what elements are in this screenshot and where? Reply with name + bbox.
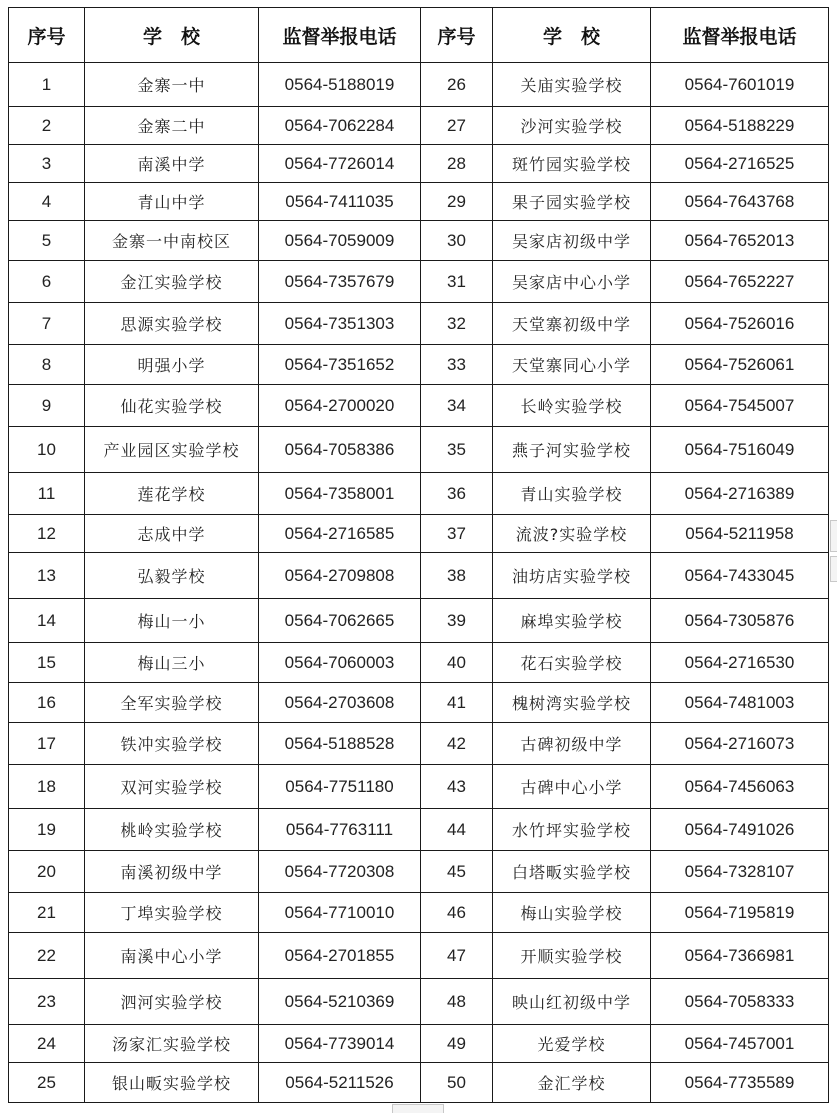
table-row: [9, 1025, 829, 1063]
report-phone: 0564-7643768: [651, 183, 829, 221]
header-school-left: 学 校: [85, 8, 259, 63]
header-seq-left: 序号: [9, 8, 85, 63]
school-name: 金寨一中南校区: [85, 221, 259, 261]
row-number: 33: [421, 345, 493, 385]
report-phone: 0564-7060003: [259, 643, 421, 683]
school-name: 桃岭实验学校: [85, 809, 259, 851]
school-name: 全军实验学校: [85, 683, 259, 723]
report-phone: 0564-7062284: [259, 107, 421, 145]
report-phone: 0564-5211526: [259, 1063, 421, 1103]
report-phone: 0564-7328107: [651, 851, 829, 893]
report-phone: 0564-7720308: [259, 851, 421, 893]
report-phone: 0564-7305876: [651, 599, 829, 643]
row-number: 13: [9, 553, 85, 599]
school-name: 沙河实验学校: [493, 107, 651, 145]
report-phone: 0564-7195819: [651, 893, 829, 933]
report-phone: 0564-2716389: [651, 473, 829, 515]
report-phone: 0564-2716530: [651, 643, 829, 683]
school-name: 关庙实验学校: [493, 63, 651, 107]
school-name: 槐树湾实验学校: [493, 683, 651, 723]
report-phone: 0564-5188229: [651, 107, 829, 145]
report-phone: 0564-7062665: [259, 599, 421, 643]
school-name: 开顺实验学校: [493, 933, 651, 979]
scroll-tab-top[interactable]: [830, 520, 837, 552]
report-phone: 0564-7433045: [651, 553, 829, 599]
school-name: 志成中学: [85, 515, 259, 553]
report-phone: 0564-7545007: [651, 385, 829, 427]
report-phone: 0564-7751180: [259, 765, 421, 809]
report-phone: 0564-7358001: [259, 473, 421, 515]
row-number: 16: [9, 683, 85, 723]
school-name: 果子园实验学校: [493, 183, 651, 221]
school-name: 燕子河实验学校: [493, 427, 651, 473]
row-number: 3: [9, 145, 85, 183]
report-phone: 0564-7457001: [651, 1025, 829, 1063]
school-name: 金寨一中: [85, 63, 259, 107]
row-number: 37: [421, 515, 493, 553]
row-number: 7: [9, 303, 85, 345]
row-number: 17: [9, 723, 85, 765]
school-name: 梅山一小: [85, 599, 259, 643]
row-number: 35: [421, 427, 493, 473]
header-seq-right: 序号: [421, 8, 493, 63]
report-phone: 0564-7351303: [259, 303, 421, 345]
table-row: [9, 145, 829, 183]
table-row: [9, 427, 829, 473]
school-name: 南溪中心小学: [85, 933, 259, 979]
school-name: 光爱学校: [493, 1025, 651, 1063]
table-row: [9, 643, 829, 683]
table-row: [9, 473, 829, 515]
report-phone: 0564-7456063: [651, 765, 829, 809]
row-number: 19: [9, 809, 85, 851]
school-name: 长岭实验学校: [493, 385, 651, 427]
table-row: [9, 599, 829, 643]
report-phone: 0564-7763111: [259, 809, 421, 851]
table-row: [9, 63, 829, 107]
report-phone: 0564-7516049: [651, 427, 829, 473]
row-number: 9: [9, 385, 85, 427]
row-number: 6: [9, 261, 85, 303]
report-phone: 0564-7351652: [259, 345, 421, 385]
school-name: 金寨二中: [85, 107, 259, 145]
row-number: 27: [421, 107, 493, 145]
school-name: 仙花实验学校: [85, 385, 259, 427]
school-name: 映山红初级中学: [493, 979, 651, 1025]
report-phone: 0564-7366981: [651, 933, 829, 979]
report-phone: 0564-7059009: [259, 221, 421, 261]
row-number: 23: [9, 979, 85, 1025]
table-row: [9, 979, 829, 1025]
report-phone: 0564-5188528: [259, 723, 421, 765]
school-name: 汤家汇实验学校: [85, 1025, 259, 1063]
row-number: 32: [421, 303, 493, 345]
school-name: 油坊店实验学校: [493, 553, 651, 599]
scroll-tab-bottom[interactable]: [830, 556, 837, 582]
row-number: 31: [421, 261, 493, 303]
row-number: 45: [421, 851, 493, 893]
table-row: [9, 933, 829, 979]
school-name: 斑竹园实验学校: [493, 145, 651, 183]
school-name: 明强小学: [85, 345, 259, 385]
school-name: 思源实验学校: [85, 303, 259, 345]
row-number: 18: [9, 765, 85, 809]
school-name: 铁冲实验学校: [85, 723, 259, 765]
report-phone: 0564-7357679: [259, 261, 421, 303]
report-phone: 0564-7652227: [651, 261, 829, 303]
school-name: 青山实验学校: [493, 473, 651, 515]
school-name: 青山中学: [85, 183, 259, 221]
row-number: 29: [421, 183, 493, 221]
row-number: 30: [421, 221, 493, 261]
report-phone: 0564-5211958: [651, 515, 829, 553]
table-row: [9, 183, 829, 221]
table-body: [9, 63, 829, 1103]
row-number: 14: [9, 599, 85, 643]
row-number: 49: [421, 1025, 493, 1063]
report-phone: 0564-7601019: [651, 63, 829, 107]
row-number: 1: [9, 63, 85, 107]
header-row: [9, 8, 829, 63]
table-row: [9, 1063, 829, 1103]
report-phone: 0564-2716525: [651, 145, 829, 183]
row-number: 40: [421, 643, 493, 683]
school-name: 白塔畈实验学校: [493, 851, 651, 893]
row-number: 5: [9, 221, 85, 261]
row-number: 36: [421, 473, 493, 515]
report-phone: 0564-7735589: [651, 1063, 829, 1103]
school-name: 天堂寨同心小学: [493, 345, 651, 385]
header-phone-left: 监督举报电话: [259, 8, 421, 63]
row-number: 22: [9, 933, 85, 979]
row-number: 12: [9, 515, 85, 553]
row-number: 8: [9, 345, 85, 385]
school-name: 丁埠实验学校: [85, 893, 259, 933]
school-name: 泗河实验学校: [85, 979, 259, 1025]
row-number: 46: [421, 893, 493, 933]
report-phone: 0564-2700020: [259, 385, 421, 427]
row-number: 41: [421, 683, 493, 723]
school-name: 古碑中心小学: [493, 765, 651, 809]
row-number: 15: [9, 643, 85, 683]
row-number: 4: [9, 183, 85, 221]
table-row: [9, 851, 829, 893]
row-number: 26: [421, 63, 493, 107]
report-phone: 0564-7739014: [259, 1025, 421, 1063]
school-name: 吴家店中心小学: [493, 261, 651, 303]
report-phone: 0564-7652013: [651, 221, 829, 261]
school-name: 弘毅学校: [85, 553, 259, 599]
report-phone: 0564-7481003: [651, 683, 829, 723]
report-phone: 0564-7726014: [259, 145, 421, 183]
row-number: 28: [421, 145, 493, 183]
report-phone: 0564-7058386: [259, 427, 421, 473]
table-row: [9, 303, 829, 345]
school-name: 南溪中学: [85, 145, 259, 183]
report-phone: 0564-7710010: [259, 893, 421, 933]
school-name: 梅山三小: [85, 643, 259, 683]
table-row: [9, 221, 829, 261]
school-name: 金汇学校: [493, 1063, 651, 1103]
header-school-right: 学 校: [493, 8, 651, 63]
report-phone: 0564-7058333: [651, 979, 829, 1025]
school-name: 天堂寨初级中学: [493, 303, 651, 345]
row-number: 11: [9, 473, 85, 515]
table-row: [9, 261, 829, 303]
report-phone: 0564-7411035: [259, 183, 421, 221]
school-name: 银山畈实验学校: [85, 1063, 259, 1103]
report-phone: 0564-2716585: [259, 515, 421, 553]
row-number: 50: [421, 1063, 493, 1103]
report-phone: 0564-7526061: [651, 345, 829, 385]
school-name: 古碑初级中学: [493, 723, 651, 765]
report-phone: 0564-5188019: [259, 63, 421, 107]
table-row: [9, 553, 829, 599]
row-number: 39: [421, 599, 493, 643]
table-row: [9, 515, 829, 553]
report-phone: 0564-2709808: [259, 553, 421, 599]
report-phone: 0564-5210369: [259, 979, 421, 1025]
row-number: 42: [421, 723, 493, 765]
table-row: [9, 385, 829, 427]
school-name: 莲花学校: [85, 473, 259, 515]
table-row: [9, 809, 829, 851]
school-name: 南溪初级中学: [85, 851, 259, 893]
row-number: 38: [421, 553, 493, 599]
row-number: 25: [9, 1063, 85, 1103]
report-phone: 0564-7526016: [651, 303, 829, 345]
row-number: 47: [421, 933, 493, 979]
table-row: [9, 765, 829, 809]
school-name: 水竹坪实验学校: [493, 809, 651, 851]
table-row: [9, 893, 829, 933]
school-name: 双河实验学校: [85, 765, 259, 809]
table-row: [9, 107, 829, 145]
school-name: 产业园区实验学校: [85, 427, 259, 473]
row-number: 43: [421, 765, 493, 809]
school-name: 吴家店初级中学: [493, 221, 651, 261]
school-name: 流波?实验学校: [493, 515, 651, 553]
supervision-table: [8, 7, 829, 1103]
row-number: 10: [9, 427, 85, 473]
report-phone: 0564-2716073: [651, 723, 829, 765]
row-number: 24: [9, 1025, 85, 1063]
school-name: 金江实验学校: [85, 261, 259, 303]
school-name: 花石实验学校: [493, 643, 651, 683]
row-number: 2: [9, 107, 85, 145]
table-row: [9, 723, 829, 765]
row-number: 21: [9, 893, 85, 933]
table-row: [9, 683, 829, 723]
school-name: 梅山实验学校: [493, 893, 651, 933]
report-phone: 0564-2703608: [259, 683, 421, 723]
header-phone-right: 监督举报电话: [651, 8, 829, 63]
table-row: [9, 345, 829, 385]
school-name: 麻埠实验学校: [493, 599, 651, 643]
report-phone: 0564-2701855: [259, 933, 421, 979]
row-number: 48: [421, 979, 493, 1025]
report-phone: 0564-7491026: [651, 809, 829, 851]
row-number: 20: [9, 851, 85, 893]
row-number: 34: [421, 385, 493, 427]
row-number: 44: [421, 809, 493, 851]
